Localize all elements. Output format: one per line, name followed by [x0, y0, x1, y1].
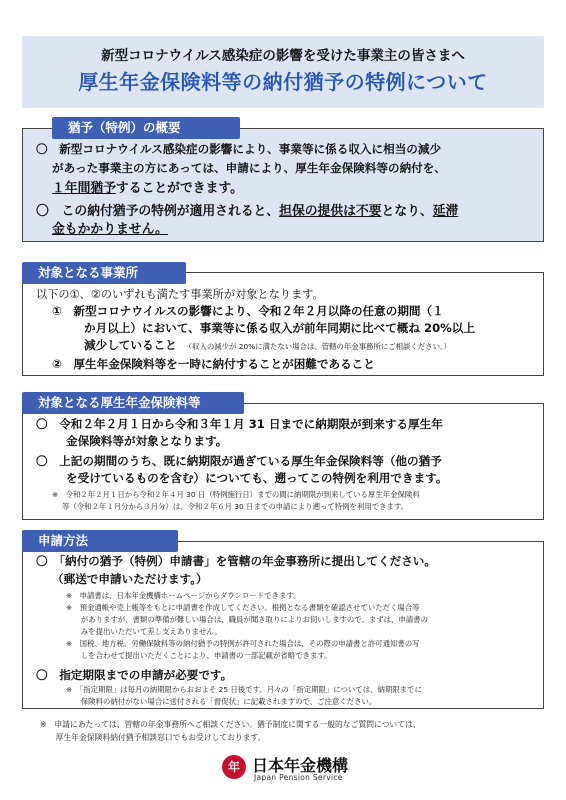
- target-premium-item2-line1: 〇 上記の期間のうち、既に納期限が過ぎている厚生年金保険料等（他の猶予: [36, 454, 442, 468]
- application-note2-0: ※ 「指定期限」は毎月の納期限からおおよそ 25 日後です。月々の「指定期限」については、納期限までに: [66, 685, 422, 694]
- application-note2-1: 保険料の納付がない場合に送付される「督促状」に記載されますので、ご注意ください。: [66, 697, 377, 706]
- overview-item2-pre: 〇 この納付猶予の特例が適用されると、: [36, 204, 280, 219]
- jps-logo-icon: 年: [222, 755, 246, 779]
- overview-item1-line2: があった事業主の方にあっては、申請により、厚生年金保険料等の納付を、: [52, 161, 446, 175]
- application-note1-4: ※ 国税、地方税、労働保険料等の納付猶予の特例が許可された場合は、その際の申請書と許可通知書の写: [66, 639, 420, 648]
- page-subtitle: 新型コロナウイルス感染症の影響を受けた事業主の皆さまへ: [101, 48, 465, 64]
- jps-logo-english: Japan Pension Service: [254, 773, 343, 782]
- overview-item2-mid: となり、: [381, 204, 433, 219]
- application-note1-0: ※ 申請書は、日本年金機構ホームページからダウンロードできます。: [66, 591, 301, 600]
- target-premium-item1-line2: 金保険料等が対象となります。: [66, 434, 228, 448]
- overview-item2-emphasis3: 金もかかりません。: [52, 222, 168, 237]
- jps-logo: [222, 752, 362, 788]
- jps-logo-text: 日本年金機構: [252, 756, 349, 775]
- footer-note-line1: ※ 申請にあたっては、管轄の年金事務所へご相談ください。猶予制度に関する一般的なご質問については、: [40, 720, 421, 729]
- application-note1-3: みを提出いただいて差し支えありません。: [66, 627, 222, 636]
- overview-item2-line2: [52, 221, 168, 238]
- overview-item2-emphasis2: 延滞: [432, 204, 459, 219]
- target-office-item1-line3: [84, 337, 451, 355]
- footer-note-line2: 厚生年金保険料納付猶予相談窓口でもお受けしております。: [40, 733, 266, 742]
- target-premium-note-line1: ※ 令和２年２月１日から令和２年４月 30 日（特例施行日）までの間に納期限が到来している厚生年金保険料: [52, 490, 420, 499]
- target-office-section-label: 対象となる事業所: [22, 262, 186, 284]
- overview-item1-line1: 〇 新型コロナウイルス感染症の影響により、事業等に係る収入に相当の減少: [36, 142, 442, 156]
- application-item2: 〇 指定期限までの申請が必要です。: [36, 668, 233, 682]
- application-item1-line2: （郵送で申請いただけます。）: [52, 572, 208, 586]
- target-office-item1-note: （収入の減少が 20%に満たない場合は、管轄の年金事務所にご相談ください。）: [188, 342, 452, 351]
- application-section-label: 申請方法: [22, 530, 178, 552]
- overview-item2-line1: [36, 203, 458, 220]
- application-note1-5: しを合わせて提出いただくことにより、申請書の一部記載が省略できます。: [66, 651, 332, 660]
- target-office-intro: 以下の①、②のいずれも満たす事業所が対象となります。: [36, 288, 324, 301]
- application-note1-2: がありますが、書類の準備が難しい場合は、職員が聞き取りによりお伺いしますので、まずは、申請書の: [66, 615, 428, 624]
- header-banner: [22, 36, 544, 108]
- application-note1-1: ※ 預金通帳や売上帳等をもとに申請書を作成してください。根拠となる書類を確認させていただく場合等: [66, 603, 420, 612]
- target-office-item1-line3-text: 減少していること: [84, 338, 177, 352]
- overview-item2-emphasis: 担保の提供は不要: [279, 204, 382, 219]
- overview-item1-line3: [52, 180, 243, 197]
- overview-item1-emphasis: １年間猶予: [52, 181, 116, 196]
- target-premium-section-label: 対象となる厚生年金保険料等: [22, 392, 244, 414]
- overview-section-label: 猶予（特例）の概要: [52, 117, 240, 139]
- target-premium-item2-line2: を受けているものを含む）についても、遡ってこの特例を利用できます。: [66, 471, 448, 485]
- application-item1-line1: 〇 「納付の猶予（特例）申請書」を管轄の年金事務所に提出してください。: [36, 554, 436, 568]
- target-premium-note-line2: 等（令和２年１月分から３月分）は、令和２年６月 30 日までの申請により遡って特例を利用できます。: [62, 502, 409, 511]
- page-title: 厚生年金保険料等の納付猶予の特例について: [78, 70, 488, 94]
- overview-item1-tail: することができます。: [115, 181, 243, 196]
- target-office-item1-line2: か月以上）において、事業等に係る収入が前年同期に比べて概ね 20%以上: [84, 321, 475, 335]
- target-office-item2: ② 厚生年金保険料等を一時に納付することが困難であること: [52, 357, 375, 371]
- target-office-item1-line1: ① 新型コロナウイルスの影響により、令和２年２月以降の任意の期間（１: [52, 304, 444, 318]
- target-premium-item1-line1: 〇 令和２年２月１日から令和３年１月 31 日までに納期限が到来する厚生年: [36, 417, 443, 431]
